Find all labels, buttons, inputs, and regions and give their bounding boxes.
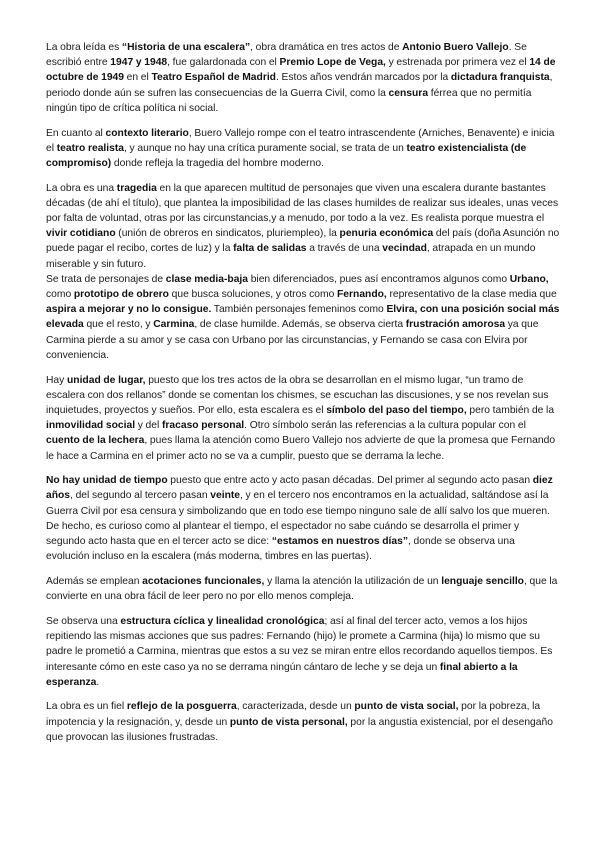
bold-text: Premio Lope de Vega, (279, 57, 386, 69)
text-run: pero también de la (466, 404, 555, 416)
text-run: , fue galardonada con el (167, 57, 280, 69)
text-run: , periodo donde aún se sufren las consecuencias de la Guerra Civil, como la (46, 72, 553, 99)
text-run: y del (135, 420, 162, 432)
text-run: férrea que no permitía ningún tipo de crítica política ni social. (46, 87, 532, 114)
text-run: Se trata de personajes de (46, 273, 166, 285)
text-run: La obra leída es (46, 42, 122, 53)
paragraph-9 (46, 699, 560, 745)
bold-text: final abierto a la esperanza (46, 661, 518, 688)
text-run: La obra es una (46, 182, 117, 194)
text-run: , y en el tercero nos encontramos en la actualidad, saltándose así la Guerra Civil por esa censura y simbolizando que en todo ese tiempo ninguno sale de allí salvo los que mueren. De hecho, es curioso como al plantear el tiempo, el espectador no sabe cuándo se desarrolla el primer y segundo acto hasta que en el tercer acto se dice: (46, 490, 550, 548)
paragraph-2 (46, 126, 560, 172)
text-run: por la angustia existencial, por el desengaño que provocan las ilusiones frustradas. (46, 716, 553, 743)
text-run: . (96, 676, 100, 688)
text-run: . Otro símbolo serán las referencias a la cultura popular con el (244, 420, 526, 432)
bold-text: veinte (210, 490, 241, 502)
bold-text: punto de vista personal, (229, 716, 348, 728)
bold-text: censura (388, 87, 429, 99)
text-run: y llama la atención la utilización de un (264, 576, 442, 587)
bold-text: 14 de octubre de 1949 (46, 57, 556, 84)
paragraph-8 (46, 614, 560, 690)
text-run: en la que aparecen multitud de personajes que viven una escalera durante bastantes décadas (de ahí el título), que plantea la imposibilidad de las clases humildes de realizar sus ideales, unas veces por falta de voluntad, otras por las circunstancias,y a menudo, por todo a la vez. Es realista porque muestra el (46, 182, 559, 225)
bold-text: vecindad (382, 243, 427, 255)
text-run: Hay (46, 374, 67, 386)
bold-text: Antonio Buero Vallejo (402, 42, 509, 53)
text-run: Se observa una (46, 615, 121, 627)
paragraph-5 (46, 373, 560, 464)
paragraph-6 (46, 473, 560, 564)
bold-text: penuria económica (339, 228, 434, 240)
paragraph-3 (46, 181, 560, 272)
bold-text: teatro realista (56, 142, 125, 154)
bold-text: 1947 y 1948 (110, 57, 168, 69)
bold-text: teatro existencialista (de compromiso) (46, 142, 527, 169)
bold-text: unidad de lugar, (66, 374, 146, 386)
text-run: como (46, 289, 74, 301)
paragraph-4 (46, 272, 560, 363)
bold-text: tragedia (116, 182, 157, 194)
text-run: , del segundo al tercero pasan (70, 490, 211, 502)
bold-text: reflejo de la posguerra (126, 701, 237, 713)
bold-text: contexto literario (105, 127, 189, 139)
bold-text: lenguaje sencillo (441, 576, 524, 587)
text-run: que busca soluciones, y otros como (168, 289, 337, 301)
text-run: ya que Carmina pierde a su amor y se casa con Urbano por las circunstancias, y Fernando se casa con Elvira por conveniencia. (46, 319, 539, 361)
text-run: del país (doña Asunción no puede pagar el recibo, cortes de luz) y la (46, 228, 560, 255)
document-body (46, 40, 560, 755)
paragraph-1 (46, 40, 560, 116)
text-run: . Estos años vendrán marcados por la (275, 72, 451, 84)
bold-text: estructura cíclica y linealidad cronológica (120, 615, 325, 627)
text-run: por la pobreza, la impotencia y la resignación, y, desde un (46, 701, 541, 728)
bold-text: dictadura franquista (450, 72, 550, 84)
text-run: representativo de la clase media que (386, 289, 557, 301)
text-run: donde refleja la tragedia del hombre moderno. (111, 157, 324, 169)
bold-text: punto de vista social, (354, 701, 459, 713)
bold-text: acotaciones funcionales, (142, 576, 265, 587)
bold-text: cuento de la lechera (46, 435, 145, 447)
text-run: que el resto, y (83, 319, 154, 331)
text-run: (unión de obreros en sindicatos, pluriempleo), la (115, 228, 340, 240)
text-run: , de clase humilde. Además, se observa cierta (194, 319, 406, 331)
bold-text: diez años (46, 475, 553, 502)
text-run: , Buero Vallejo rompe con el teatro intrascendente (Arniches, Benavente) e inicia el (46, 127, 555, 154)
bold-text: Teatro Español de Madrid (151, 72, 276, 84)
bold-text: Carmina (153, 319, 195, 331)
text-run: ; así al final del tercer acto, vemos a los hijos repitiendo las mismas acciones que sus padres: Fernando (hijo) le promete a Carmina (hija) lo mismo que su padre le prometió a Carmina, mientras que estos a su vez se miran entre ellos recordando aquellos tiempos. Es interesante cómo en este caso ya no se derrama ningún cántaro de leche y se deja un (46, 615, 553, 673)
bold-text: frustración amorosa (405, 319, 506, 331)
text-run: bien diferenciados, pues así encontramos algunos como (248, 273, 510, 285)
text-run: , atrapada en un mundo miserable y sin futuro. (46, 243, 536, 270)
bold-text: Urbano, (509, 273, 549, 285)
text-run: y estrenada por primera vez el (385, 57, 530, 69)
text-run: , que la convierte en una obra fácil de leer pero no por ello menos compleja. (46, 576, 558, 603)
bold-text: prototipo de obrero (73, 289, 169, 301)
bold-text: símbolo del paso del tiempo, (326, 404, 467, 416)
text-run: También personajes femeninos como (211, 304, 387, 316)
paragraph-7 (46, 574, 560, 604)
text-run: En cuanto al (46, 127, 106, 139)
bold-text: falta de salidas (233, 243, 307, 255)
text-run: , donde se observa una evolución incluso en la escalera (más moderna, timbres en las puertas). (46, 536, 515, 563)
bold-text: No hay unidad de tiempo (46, 475, 168, 487)
text-run: La obra es un fiel (46, 701, 127, 713)
bold-text: “Historia de una escalera” (121, 42, 251, 53)
bold-text: clase media-baja (165, 273, 249, 285)
bold-text: aspira a mejorar y no lo consigue. (46, 304, 212, 316)
bold-text: inmovilidad social (46, 420, 136, 432)
bold-text: Fernando, (337, 289, 387, 301)
bold-text: fracaso personal (161, 420, 245, 432)
bold-text: Elvira, con una posición social más elevada (46, 304, 560, 331)
bold-text: vivir cotidiano (46, 228, 116, 240)
text-run: a través de una (306, 243, 383, 255)
text-run: . Se escribió entre (46, 42, 527, 69)
text-run: puesto que entre acto y acto pasan décadas. Del primer al segundo acto pasan (167, 475, 533, 487)
text-run: , obra dramática en tres actos de (250, 42, 403, 53)
bold-text: “estamos en nuestros días” (271, 536, 408, 548)
text-run: , caracterizada, desde un (236, 701, 355, 713)
text-run: , y aunque no hay una crítica puramente social, se trata de un (124, 142, 407, 154)
text-run: puesto que los tres actos de la obra se desarrollan en el mismo lugar, “un tramo de escalera con dos rellanos” donde se comentan los chismes, se escuchan las discusiones, y se nos revelan sus inquietudes, proyectos y sueños. Por ello, esta escalera es el (46, 374, 549, 416)
text-run: Además se emplean (46, 576, 143, 587)
text-run: , pues llama la atención como Buero Vallejo nos advierte de que la promesa que Fernando le hace a Carmina en el primer acto no se va a cumplir, puesto que se derrama la leche. (46, 435, 556, 462)
text-run: en el (124, 72, 152, 84)
